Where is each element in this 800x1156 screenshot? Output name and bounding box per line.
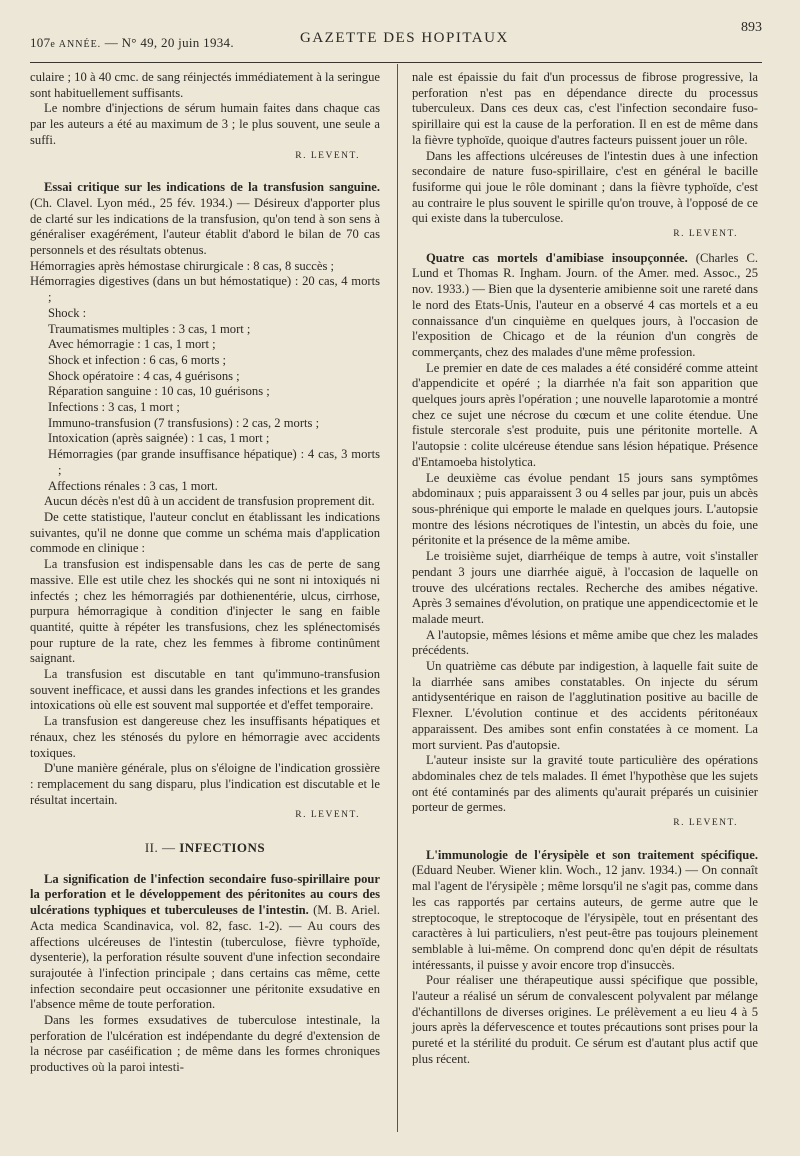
paragraph: De cette statistique, l'auteur conclut en établissant les indications suivantes, qu'il ne donne que comme un schéma mais d'application commode en clinique :: [30, 509, 380, 556]
article-amibiase: [412, 251, 758, 361]
paragraph: Aucun décès n'est dû à un accident de transfusion proprement dit.: [44, 494, 375, 509]
list-item: Traumatismes multiples : 3 cas, 1 mort ;: [48, 321, 251, 336]
right-column: [412, 70, 758, 1068]
page-header: [30, 20, 762, 50]
list-item: Shock opératoire : 4 cas, 4 guérisons ;: [48, 368, 240, 383]
paragraph: A l'autopsie, mêmes lésions et même amibe que chez les malades précédents.: [412, 627, 758, 658]
article-intro: (M. B. Ariel. Acta medica Scandinavica, vol. 82, fasc. 1-2). — Au cours des affections ulcéreuses de l'intestin (tuberculose, fièvre typhoïde, dysenterie), la perforation résulte souvent d'une infection secondaire surajoutée à l'infection principale ; dans certains cas même, cette infection secondaire peut occasionner une péritonite exsudative en l'absence même de toute perforation.: [30, 903, 380, 1012]
paragraph: Le troisième sujet, diarrhéique de temps à autre, voit s'installer pendant 3 jours une diarrhée aiguë, à l'occasion de laquelle on trouve des ulcérations rectales. Recherche des amibes négative. Après 3 semaines d'évolution, on pratique une appendicectomie et le malade meurt.: [412, 549, 758, 626]
column-divider: [397, 64, 398, 1132]
article-erysipele: [412, 848, 758, 974]
list-item: Infections : 3 cas, 1 mort ;: [48, 400, 180, 415]
page-number: 893: [741, 20, 762, 35]
author-signature: R. LEVENT.: [295, 810, 360, 821]
paragraph: La transfusion est indispensable dans les cas de perte de sang massive. Elle est utile chez les shockés qui ne sont ni intoxiqués ni infectés ; chez les hémorragiés par dothienentérie, ulcus, cirrhose, purpura hémorragique à condition d'injecter le sang en faible quantité, quitte à répéter les transfusions, chez les splénectomisés pour rupture de la rate, chez les femmes à fibrome continûment saignant.: [30, 557, 380, 666]
paragraph: D'une manière générale, plus on s'éloigne de l'indication grossière : remplacement du sang disparu, plus l'indication est discutable et le résultat incertain.: [30, 761, 380, 807]
author-signature: R. LEVENT.: [295, 150, 360, 161]
paragraph: Pour réaliser une thérapeutique aussi spécifique que possible, l'auteur a réalisé un sérum de convalescent polyvalent par mélange d'échantillons de diverses origines. Le prélèvement a eu lieu 4 à 5 jours après la défervescence et toutes précautions sont prises pour la pureté et la stérilité du produit. Ce sérum est d'autant plus actif que plus récent.: [412, 973, 758, 1066]
section-heading: [30, 840, 380, 856]
article-title: L'immunologie de l'érysipèle et son traitement spécifique.: [426, 847, 758, 862]
paragraph: nale est épaissie du fait d'un processus de fibrose progressive, la perforation n'est pas en dépendance directe du processus tuberculeux. Dans ces deux cas, c'est l'infection secondaire fuso-spirillaire qui est la cause de la perforation. Il en est de même dans la fièvre typhoïde, quoique d'autres facteurs puissent jouer un rôle.: [412, 70, 758, 147]
paragraph: La transfusion est dangereuse chez les insuffisants hépatiques et rénaux, chez les sténosés du pylore en hémorragie avec accidents toxiques.: [30, 714, 380, 760]
list-item: Hémorragies (par grande insuffisance hépatique) : 4 cas, 3 morts ;: [48, 447, 380, 477]
list-item: Shock et infection : 6 cas, 6 morts ;: [48, 352, 227, 367]
issue-date: — N° 49, 20 juin 1934.: [104, 35, 234, 50]
list-item: Hémorragies après hémostase chirurgicale : 8 cas, 8 succès ;: [30, 258, 335, 273]
list-item: Intoxication (après saignée) : 1 cas, 1 mort ;: [48, 431, 270, 446]
paragraph: Le premier en date de ces malades a été considéré comme atteint d'appendicite et opéré ; la diarrhée n'a fait son apparition que quelques jours après l'opération ; une nouvelle laparotomie a montré chez ce sujet une nécrose du cœcum et une colite étendue. Une fistule stercorale s'est produite, puis une péritonite mortelle. A l'autopsie : colite ulcéreuse étendue sans lésion hépatique. Présence d'Entamoeba histolytica.: [412, 360, 758, 469]
paragraph: Dans les formes exsudatives de tuberculose intestinale, la perforation de l'ulcération est indépendante du degré d'extension de la nécrose par caséification ; de même dans les formes chroniques productives où la paroi intesti-: [30, 1013, 380, 1075]
section-name: INFECTIONS: [179, 840, 266, 856]
volume-number: 107: [30, 35, 51, 50]
paragraph: Un quatrième cas débute par indigestion, à laquelle fait suite de la diarrhée sans amibes constatables. On injecte du sérum antidysentérique en raison de l'agglutination positive au bacille de Flexner. L'évolution continue et des accidents péritonéaux apparaissent. Des amibes sont enfin constatées à ce moment. La mort survient. Pas d'autopsie.: [412, 659, 758, 752]
author-signature: R. LEVENT.: [673, 818, 738, 829]
list-item: Immuno-transfusion (7 transfusions) : 2 cas, 2 morts ;: [48, 415, 320, 430]
header-rule: [30, 62, 762, 63]
list-item: Affections rénales : 3 cas, 1 mort.: [48, 478, 218, 493]
list-item: Hémorragies digestives (dans un but hémostatique) : 20 cas, 4 morts ;: [30, 274, 380, 305]
shock-label: Shock :: [48, 305, 87, 320]
paragraph: Le nombre d'injections de sérum humain faites dans chaque cas par les auteurs a été au maximum de 3 ; le plus souvent, une seule a suffi.: [30, 101, 380, 147]
paragraph: La transfusion est discutable en tant qu'immuno-transfusion souvent inefficace, et aussi dans les grandes infections et les grandes intoxications où elle est souvent mal supportée et d'effet temporaire.: [30, 667, 380, 713]
case-list: [30, 259, 380, 495]
paragraph: culaire ; 10 à 40 cmc. de sang réinjectés immédiatement à la seringue sont habituellement suffisants.: [30, 70, 380, 100]
article-intro: (Ch. Clavel. Lyon méd., 25 fév. 1934.) — Désireux d'apporter plus de clarté sur les indications de la transfusion, qu'on tend à son sens à généraliser exagérément, l'auteur établit d'abord le bilan de 70 cas personnels et des résultats obtenus.: [30, 195, 380, 258]
article-intro: (Charles C. Lund et Thomas R. Ingham. Journ. of the Amer. med. Assoc., 25 nov. 1933.) — Bien que la dysenterie amibienne soit une rareté dans le nord des Etats-Unis, l'auteur en a observé 4 cas mortels et a eu connaissance d'un cinquième en quelques jours, à l'occasion de l'exposition de Chicago et de la réunion d'un congrès de commerçants, chez des malades d'une même profession.: [412, 250, 758, 359]
article-title: Quatre cas mortels d'amibiase insoupçonnée.: [426, 250, 688, 265]
author-signature: R. LEVENT.: [673, 229, 738, 240]
journal-title: GAZETTE DES HOPITAUX: [300, 30, 509, 46]
volume-suffix: e ANNÉE.: [50, 39, 102, 50]
list-item: Réparation sanguine : 10 cas, 10 guérisons ;: [48, 384, 270, 399]
section-number: II. —: [144, 840, 176, 856]
article-title: La signification de l'infection secondaire fuso-spirillaire pour la perforation et le développement des péritonites au cours des ulcérations typhiques et tuberculeuses de l'intestin.: [30, 871, 380, 918]
article-transfusion: [30, 180, 380, 259]
article-title: Essai critique sur les indications de la transfusion sanguine.: [44, 180, 380, 195]
paragraph: Le deuxième cas évolue pendant 15 jours sans symptômes abdominaux ; puis apparaissent 3 ou 4 selles par jour, puis un abcès sous-phrénique qui emporte le malade en quelques jours. L'autopsie montre des lésions nécrotiques de l'intestin, un abcès du foie, une péritonite et la présence de la même amibe.: [412, 470, 758, 548]
article-fuso-spirillaire: [30, 872, 380, 1013]
left-column: [30, 70, 380, 1076]
issue-line: [30, 35, 234, 51]
article-intro: (Eduard Neuber. Wiener klin. Woch., 12 janv. 1934.) — On connaît mal l'agent de l'érysipèle ; même lorsqu'il ne s'agit pas, comme dans les cas rapportés par certains auteurs, de germe autre que le streptocoque, le streptocoque de l'érysipèle, tout en présentant des caractères à lui particuliers, n'est peut-être pas toujours pleinement semblable à lui-même. On comprend donc qu'en dépit de résultats intéressants, il puisse y avoir encore trop d'insuccès.: [412, 863, 758, 972]
paragraph: Dans les affections ulcéreuses de l'intestin dues à une infection secondaire de nature fuso-spirillaire, c'est en général le bacille fusiforme qui joue le rôle dominant ; dans la fièvre typhoïde, c'est au contraire le plus souvent le spirille qu'on trouve, à l'opposé de ce qui existe dans la tuberculose.: [412, 148, 758, 226]
list-item: Avec hémorragie : 1 cas, 1 mort ;: [48, 337, 216, 352]
paragraph: L'auteur insiste sur la gravité toute particulière des opérations abdominales chez de tels malades. Il émet l'hypothèse que les sujets ont été contaminés par des aliments qu'aurait préparés un cuisinier porteur de germes.: [412, 753, 758, 815]
